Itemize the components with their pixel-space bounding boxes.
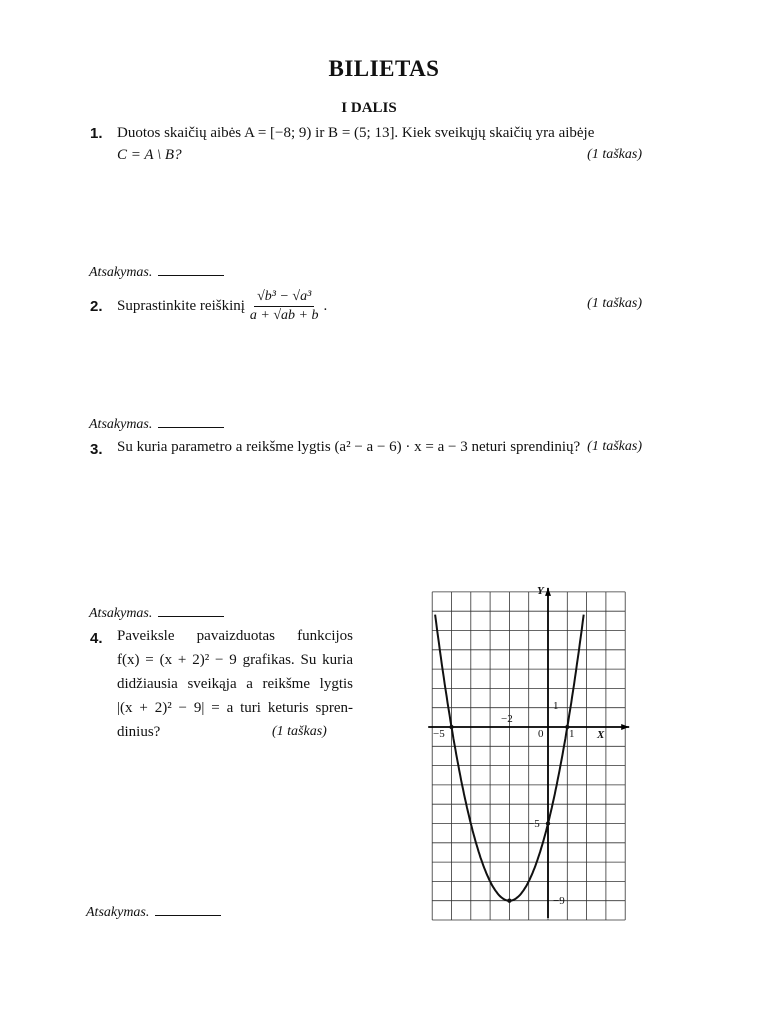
tick-label-y-neg5: −5 bbox=[528, 818, 540, 830]
tick-label-y-1: 1 bbox=[553, 700, 559, 712]
q4-line: dinius? bbox=[117, 724, 161, 740]
q2-points: (1 taškas) bbox=[587, 296, 642, 311]
tick-label-x-neg2: −2 bbox=[501, 713, 513, 725]
answer-label: Atsakymas. bbox=[86, 905, 150, 920]
tick-label-x-1: 1 bbox=[569, 728, 575, 740]
q2-number: 2. bbox=[90, 298, 103, 315]
q1-number: 1. bbox=[90, 125, 103, 142]
q4-points: (1 taškas) bbox=[272, 724, 327, 739]
graph-point bbox=[507, 899, 511, 903]
page-title: BILIETAS bbox=[328, 56, 440, 81]
graph-point bbox=[546, 821, 550, 825]
q4-line: f(x) = (x + 2)² − 9 grafikas. Su kuria bbox=[117, 652, 353, 668]
tick-label-y-neg9: −9 bbox=[553, 895, 565, 907]
q2-denominator: a + √ab + b bbox=[249, 308, 319, 323]
q4-line: didžiausia sveikąja a reikšme lygtis bbox=[117, 676, 353, 692]
part-heading: I DALIS bbox=[341, 100, 397, 116]
q3-number: 3. bbox=[90, 441, 103, 458]
q4-number: 4. bbox=[90, 630, 103, 647]
y-axis-label: Y bbox=[537, 585, 544, 597]
q1-points: (1 taškas) bbox=[587, 147, 642, 162]
graph-point bbox=[449, 725, 453, 729]
q3-text: Su kuria parametro a reikšme lygtis (a² − a − 6) · x = a − 3 neturi sprendinių? bbox=[117, 439, 581, 455]
graph-grid bbox=[432, 592, 625, 920]
tick-label-origin: 0 bbox=[538, 728, 544, 740]
x-axis-label: X bbox=[597, 729, 605, 741]
answer-label: Atsakymas. bbox=[89, 417, 153, 432]
q2-text: Suprastinkite reiškinį $\frac{\text{√b³ − √a³}}{a + √ab + b}$ . bbox=[117, 289, 328, 323]
q2-prompt: Suprastinkite reiškinį bbox=[117, 298, 245, 314]
q4-line: Paveiksle pavaizduotas funkcijos bbox=[117, 628, 353, 644]
answer-label: Atsakymas. bbox=[89, 606, 153, 621]
q1-line2: C = A \ B? bbox=[117, 147, 182, 163]
q2-numerator: √b³ − √a³ bbox=[254, 289, 314, 307]
answer-label: Atsakymas. bbox=[89, 265, 153, 280]
tick-label-x-neg5: −5 bbox=[433, 728, 445, 740]
q1-line1: Duotos skaičių aibės A = [−8; 9) ir B = (5; 13]. Kiek sveikųjų skaičių yra aibėje bbox=[117, 125, 595, 141]
q4-line: |(x + 2)² − 9| = a turi keturis spren- bbox=[117, 700, 353, 716]
q3-points: (1 taškas) bbox=[587, 439, 642, 454]
